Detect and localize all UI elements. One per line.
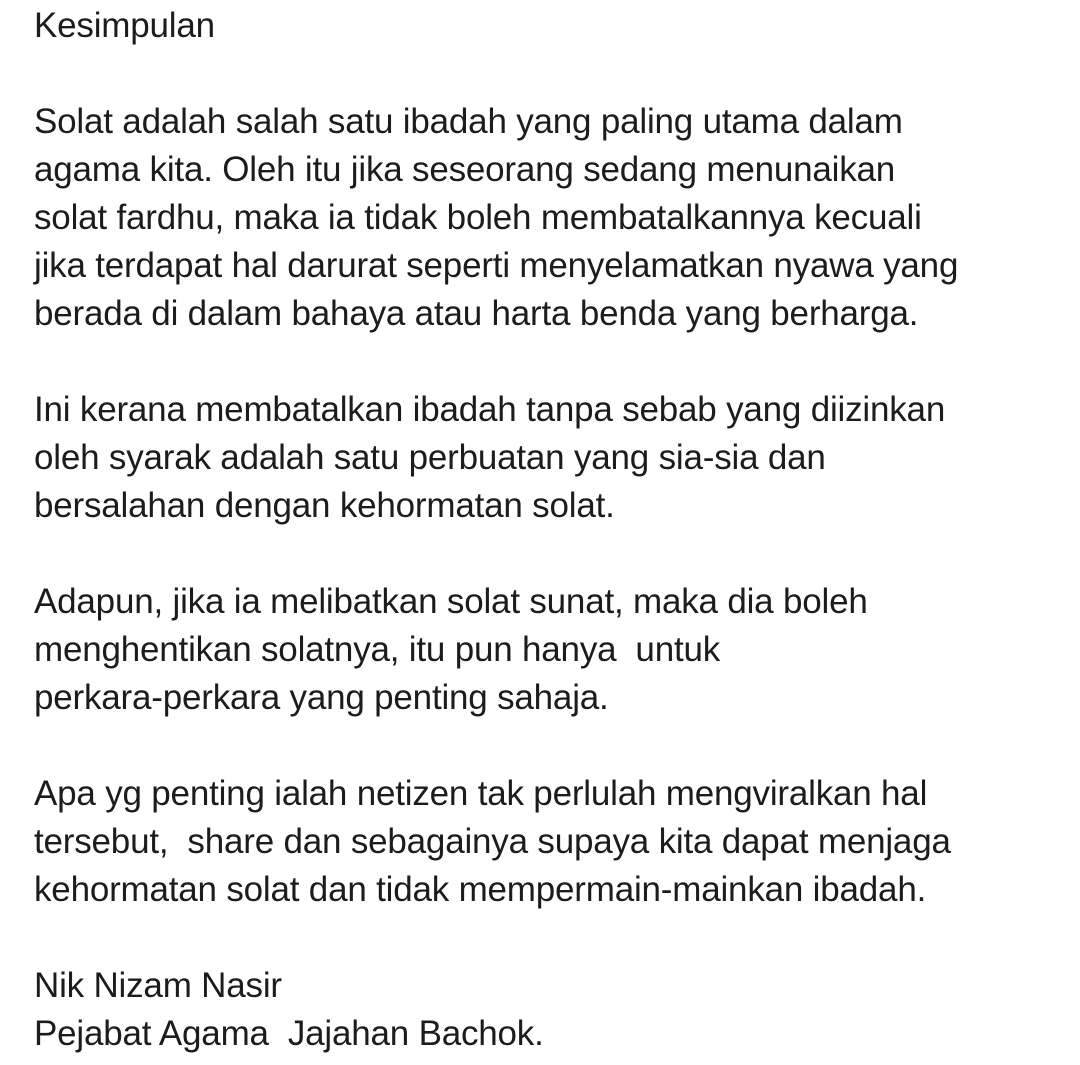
paragraph-4 xyxy=(34,770,1074,914)
paragraph-line: kehormatan solat dan tidak mempermain-mainkan ibadah. xyxy=(34,870,927,909)
paragraph-3 xyxy=(34,578,1074,722)
document-body xyxy=(34,0,1074,1058)
paragraph-line: jika terdapat hal darurat seperti menyelamatkan nyawa yang xyxy=(34,246,959,285)
paragraph-line: Ini kerana membatalkan ibadah tanpa sebab yang diizinkan xyxy=(34,390,946,429)
paragraph-line: menghentikan solatnya, itu pun hanya untuk xyxy=(34,630,721,669)
paragraph-1 xyxy=(34,98,1074,338)
paragraph-gap xyxy=(34,338,1074,386)
paragraph-gap xyxy=(34,914,1074,962)
paragraph-gap xyxy=(34,530,1074,578)
paragraph-line: Apa yg penting ialah netizen tak perlulah mengviralkan hal xyxy=(34,774,928,813)
paragraph-line: agama kita. Oleh itu jika seseorang sedang menunaikan xyxy=(34,150,896,189)
heading: Kesimpulan xyxy=(34,6,215,45)
signature-office: Pejabat Agama Jajahan Bachok. xyxy=(34,1014,544,1053)
signature-name: Nik Nizam Nasir xyxy=(34,966,282,1005)
paragraph-2 xyxy=(34,386,1074,530)
paragraph-line: berada di dalam bahaya atau harta benda yang berharga. xyxy=(34,294,919,333)
paragraph-line: Solat adalah salah satu ibadah yang paling utama dalam xyxy=(34,102,903,141)
paragraph-gap xyxy=(34,50,1074,98)
signature-block xyxy=(34,962,1074,1058)
paragraph-line: oleh syarak adalah satu perbuatan yang sia-sia dan xyxy=(34,438,826,477)
paragraph-line: bersalahan dengan kehormatan solat. xyxy=(34,486,615,525)
paragraph-line: Adapun, jika ia melibatkan solat sunat, maka dia boleh xyxy=(34,582,868,621)
paragraph-line: perkara-perkara yang penting sahaja. xyxy=(34,678,609,717)
paragraph-line: solat fardhu, maka ia tidak boleh membatalkannya kecuali xyxy=(34,198,922,237)
paragraph-gap xyxy=(34,722,1074,770)
paragraph-line: tersebut, share dan sebagainya supaya kita dapat menjaga xyxy=(34,822,951,861)
